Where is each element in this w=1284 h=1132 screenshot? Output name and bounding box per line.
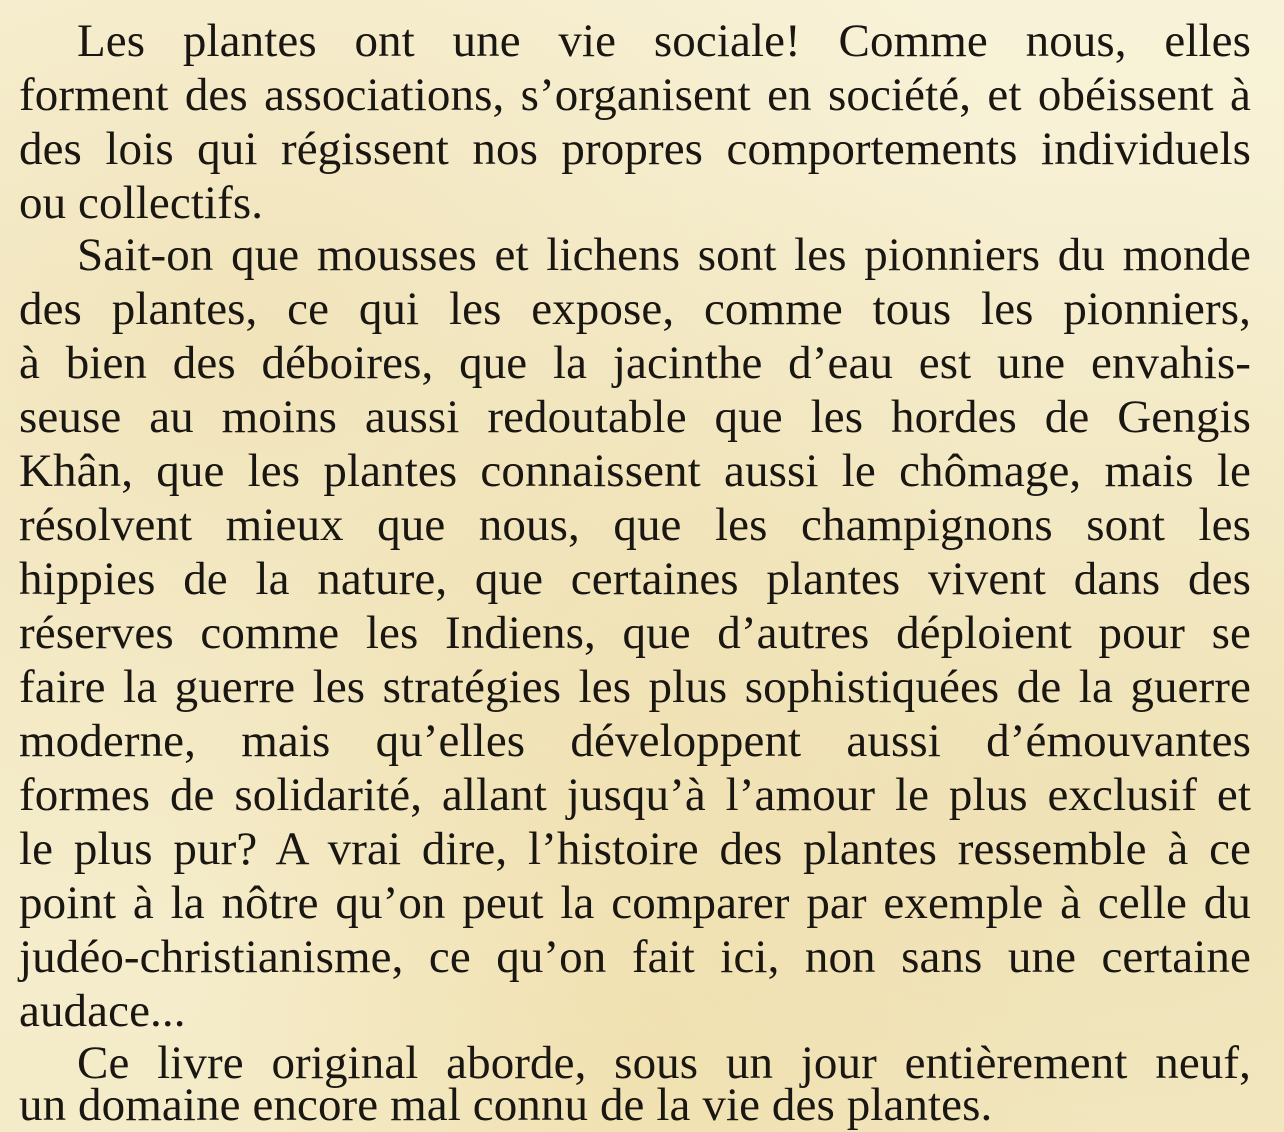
paragraph-1-line-3: des lois qui régissent nos propres comportements individuels <box>19 123 1251 175</box>
paragraph-2-line-1: Sait-on que mousses et lichens sont les pionniers du monde <box>77 229 1251 281</box>
paragraph-2-line-4: seuse au moins aussi redoutable que les hordes de Gengis <box>19 391 1251 443</box>
paragraph-2-line-6: résolvent mieux que nous, que les champignons sont les <box>19 499 1251 551</box>
paragraph-2-line-3: à bien des déboires, que la jacinthe d’eau est une envahis- <box>19 337 1251 389</box>
paragraph-1-line-1: Les plantes ont une vie sociale! Comme nous, elles <box>77 15 1251 67</box>
paragraph-2-line-2: des plantes, ce qui les expose, comme tous les pionniers, <box>19 283 1251 335</box>
paragraph-1-line-4: ou collectifs. <box>19 177 264 229</box>
paragraph-2-line-7: hippies de la nature, que certaines plantes vivent dans des <box>19 553 1251 605</box>
paragraph-2-line-9: faire la guerre les stratégies les plus sophistiquées de la guerre <box>19 661 1251 713</box>
paragraph-2-line-8: réserves comme les Indiens, que d’autres déploient pour se <box>19 607 1251 659</box>
paragraph-1-line-2: forment des associations, s’organisent en société, et obéissent à <box>19 69 1251 121</box>
paragraph-2-line-14: judéo-christianisme, ce qu’on fait ici, non sans une certaine <box>19 931 1251 983</box>
paragraph-3-line-2: un domaine encore mal connu de la vie des plantes. <box>19 1079 993 1131</box>
paragraph-2-line-15: audace... <box>19 985 186 1037</box>
paragraph-2-line-5: Khân, que les plantes connaissent aussi le chômage, mais le <box>19 445 1251 497</box>
paragraph-2-line-11: formes de solidarité, allant jusqu’à l’amour le plus exclusif et <box>19 769 1251 821</box>
paragraph-2-line-13: point à la nôtre qu’on peut la comparer par exemple à celle du <box>19 877 1251 929</box>
paragraph-2-line-10: moderne, mais qu’elles développent aussi d’émouvantes <box>19 715 1251 767</box>
paragraph-3-line-1: Ce livre original aborde, sous un jour entièrement neuf, <box>77 1037 1251 1089</box>
paragraph-2-line-12: le plus pur? A vrai dire, l’histoire des plantes ressemble à ce <box>19 823 1251 875</box>
